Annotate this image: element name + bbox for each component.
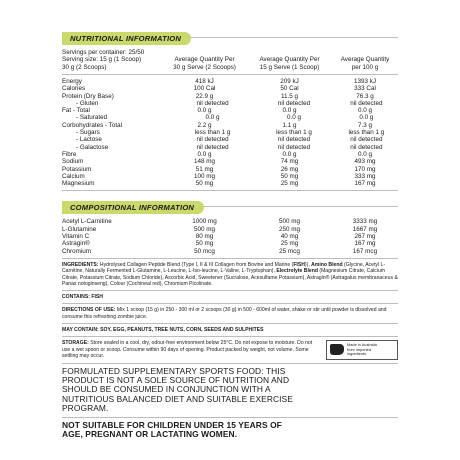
value-100g: 3333 mg (352, 218, 378, 226)
value-30g: 148 mg (193, 158, 215, 166)
value-15g: 50 Cal (280, 85, 299, 93)
directions-text: DIRECTIONS OF USE: Mix 1 scoop (15 g) in 250 - 300 ml or 2 scoops (30 g) in 500 - 600ml of water, shake or stir until powder is dissolved and consume this refreshing zombie juice. (62, 307, 387, 320)
table-row (62, 129, 398, 136)
col2-header-1: Average Quantity Per (174, 56, 235, 64)
value-100g: 267 mg (354, 233, 376, 241)
row-label: Chromium (62, 247, 92, 255)
table-row (62, 218, 398, 225)
formulated-statement (62, 367, 398, 414)
value-15g: 500 mg (278, 218, 300, 226)
value-15g: 50 mg (280, 172, 299, 180)
value-30g: less than 1 g (194, 129, 231, 137)
row-label: - Lactose (76, 136, 102, 144)
value-30g: 22.9 g (195, 92, 214, 100)
value-100g: 167 mg (354, 180, 376, 188)
col3-header-2: 15 g Serve (1 Scoop) (259, 63, 320, 71)
table-row (62, 233, 398, 240)
value-100g: nil detected (350, 136, 383, 144)
value-30g: 418 kJ (195, 78, 214, 85)
formulated-line: PRODUCT IS NOT A SOLE SOURCE OF NUTRITION AND (62, 374, 290, 385)
value-15g: 25 mg (280, 180, 299, 188)
row-label: Corbohydrates - Total (62, 121, 123, 129)
table-row (62, 226, 398, 233)
ingredients-text: INGREDIENTS: Hydrolysed Collagen Peptide Blend (Type I, II & III Collagen from Bovine and Marine (FISH)), Amino Blend (Glycine, Acetyl L-Carnitine, Naturally Fermented L-Glutamine, L-Leucine, L-Iso-leucine, L-Valine, L-Tryptophan), Electrolyte Blend (Magnesium Citrate, Calcium Citrate, Potassium Citrate, Sodium Chloride), Ascorbic Acid, Sweetener (Sucralose, Acesulfame Potassium), Astragin® (Astragalus membranaceus & Panax notoginseng), Colour (Cochineal red), Chromium Picolinate. (62, 261, 398, 287)
divider (62, 258, 398, 259)
label-panel (62, 28, 398, 439)
nutrition-heading-row (62, 28, 398, 46)
value-100g: 1393 kJ (353, 78, 377, 85)
divider (62, 303, 398, 304)
made-in-line1: Made in Australia (347, 342, 377, 348)
value-30g: 51 mg (195, 165, 214, 173)
value-30g: 500 mg (193, 225, 215, 233)
value-15g: 0.0 g (287, 114, 302, 122)
value-15g: 40 mg (280, 233, 299, 241)
value-30g: 1000 mg (192, 218, 217, 226)
storage-block (62, 340, 398, 359)
value-15g: 25 mg (280, 240, 299, 248)
table-row (62, 78, 398, 85)
divider (62, 190, 398, 191)
value-30g: 100 mg (193, 172, 215, 180)
row-label: - Galactose (76, 143, 109, 151)
value-15g: nil detected (277, 143, 311, 151)
composition-table (62, 218, 398, 254)
table-row (62, 151, 398, 158)
table-row (62, 166, 398, 173)
value-30g: 50 mg (195, 240, 214, 248)
row-label: Fibre (62, 150, 77, 158)
formulated-line: NUTRITIOUS BALANCED DIET AND SUITABLE EXERCISE (62, 393, 293, 404)
row-label: Energy (62, 78, 82, 85)
value-100g: 7.3 g (357, 121, 372, 129)
serving-size-line1: Serving size: 15 g (1 Scoop) (62, 56, 142, 64)
value-100g: 0.0 g (359, 114, 374, 122)
formulated-line: FORMULATED SUPPLEMENTARY SPORTS FOOD: THIS (62, 365, 286, 376)
value-100g: 333 Cal (354, 85, 376, 93)
table-row (62, 158, 398, 165)
value-30g: nil detected (196, 99, 229, 107)
table-row (62, 122, 398, 129)
value-100g: 0.0 g (357, 107, 372, 115)
row-label: Protein (Dry Base) (62, 92, 114, 100)
made-in-line3: ingredients (347, 351, 367, 357)
row-label: Astragin® (62, 240, 90, 248)
value-15g: 26 mg (280, 165, 299, 173)
not-suitable-warning (62, 421, 398, 440)
value-100g: 167 mg (354, 240, 376, 248)
col3-header-1: Average Quantity Per (259, 56, 320, 64)
value-30g: 50 mg (195, 180, 214, 188)
value-30g: 50 mcg (194, 247, 215, 255)
composition-heading: COMPOSITIONAL INFORMATION (62, 201, 204, 214)
value-15g: 11.5 g (280, 92, 299, 100)
value-100g: nil detected (350, 99, 383, 107)
divider (62, 363, 398, 364)
value-30g: 80 mg (195, 233, 214, 241)
value-30g: 2.2 g (197, 121, 212, 129)
table-row (62, 136, 398, 143)
value-15g: 0.0 g (282, 150, 297, 158)
row-label: Calcium (62, 172, 85, 180)
value-100g: 76.3 g (356, 92, 374, 100)
row-label: - Gluten (76, 99, 99, 107)
nutrition-heading: NUTRITIONAL INFORMATION (62, 32, 191, 45)
australia-map-icon (330, 344, 344, 355)
row-label: Vitamin C (62, 233, 90, 241)
nutrition-header-row (62, 56, 398, 71)
table-row (62, 173, 398, 180)
value-100g: 0.0 g (357, 150, 372, 158)
col2-header-2: 30 g Serve (2 Scoops) (173, 63, 236, 71)
row-label: - Saturated (76, 114, 108, 122)
may-contain-text: MAY CONTAIN: SOY, EGG, PEANUTS, TREE NUTS, CORN, SEEDS AND SULPHITES (62, 327, 264, 334)
value-30g: nil detected (196, 143, 229, 151)
value-100g: nil detected (350, 143, 383, 151)
row-label: Potassium (62, 165, 92, 173)
warning-line: NOT SUITABLE FOR CHILDREN UNDER 15 YEARS OF (62, 419, 282, 430)
table-row (62, 93, 398, 100)
divider (62, 74, 398, 75)
made-in-line2: from imported (347, 346, 371, 352)
value-30g: nil detected (196, 136, 229, 144)
col4-header-1: Average Quantity (340, 56, 390, 64)
composition-heading-row (62, 197, 398, 215)
value-15g: nil detected (277, 136, 311, 144)
row-label: Magnesium (62, 180, 95, 188)
value-30g: 0.0 g (197, 107, 212, 115)
value-15g: 250 mg (278, 225, 300, 233)
made-in-australia-badge (326, 340, 398, 359)
table-row (62, 248, 398, 255)
value-15g: nil detected (277, 99, 311, 107)
table-row (62, 180, 398, 187)
table-row (62, 85, 398, 92)
value-30g: 100 Cal (193, 85, 216, 93)
value-100g: 1667 mg (352, 225, 378, 233)
value-15g: 0.0 g (282, 107, 297, 115)
row-label: L-Glutamine (62, 225, 97, 233)
value-100g: 493 mg (354, 158, 376, 166)
col4-header-2: per 100 g (351, 63, 379, 71)
row-label: - Sugars (76, 129, 100, 137)
value-100g: 167 mcg (352, 247, 378, 255)
value-15g: less than 1 g (276, 129, 312, 137)
row-label: Calories (62, 85, 86, 93)
table-row (62, 100, 398, 107)
value-100g: 170 mg (354, 165, 376, 173)
servings-per-container: Servings per container: 25/50 (62, 49, 145, 56)
contains-text: CONTAINS: FISH (62, 294, 103, 301)
nutrition-table (62, 78, 398, 191)
value-15g: 25 mcg (279, 247, 300, 255)
divider (62, 336, 398, 337)
value-15g: 1.1 g (282, 121, 297, 129)
value-15g: 74 mg (280, 158, 299, 166)
value-100g: 333 mg (354, 172, 376, 180)
formulated-line: SHOULD BE CONSUMED IN CONJUNCTION WITH A (62, 384, 271, 395)
divider (62, 290, 398, 291)
warning-line: AGE, PREGNANT OR LACTATING WOMEN. (62, 428, 238, 439)
row-label: Fat - Total (62, 107, 90, 115)
table-row (62, 107, 398, 114)
value-30g: 0.0 g (197, 150, 212, 158)
table-row (62, 240, 398, 247)
value-100g: less than 1 g (348, 129, 385, 137)
table-row (62, 144, 398, 151)
formulated-line: PROGRAM. (62, 403, 109, 414)
value-30g: 0.0 g (205, 114, 220, 122)
divider (62, 417, 398, 418)
divider (62, 323, 398, 324)
serving-size-line2: 30 g (2 Scoops) (62, 63, 107, 71)
value-15g: 209 kJ (280, 78, 299, 85)
row-label: Acetyl L-Carnitine (62, 218, 112, 226)
row-label: Sodium (62, 158, 84, 166)
table-row (62, 114, 398, 121)
storage-text: STORAGE: Store sealed in a cool, dry, odour-free environment below 25°C. Do not expose to moisture. Do not use a wet spoon or scoop. Consume within 90 days of opening. Product packed by weight, not volume. Some settling may occur. (62, 340, 313, 359)
